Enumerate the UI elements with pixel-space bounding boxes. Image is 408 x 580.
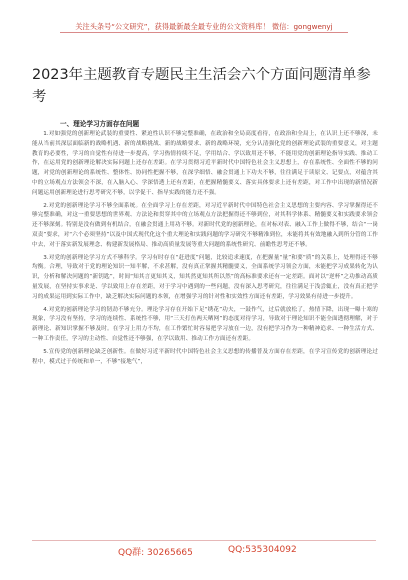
paragraph: 2.对党的创新理论学习不够全面系统。在全面学习上存在差距，对习近平新时代中国特色社会主义思想的主要内容、学习掌握得还不够完整准确，对这一重要思想的世界观、方法论和贯穿其中的立场观点方法把握得还不够到位，对其科学体系、精髓要义和实践要求领会还不够深刻。特别是没有做到有机结合，在融会贯通上用功不够。对新时代党的创新理论，在对标对表、融入工作上做得不够，结合“一岗双责”要求，对“六个必须坚持”以及中国式现代化这个重大理论和实践问题的学习研究不够精准到位，未能将其有效地融入到所分管的工作中去，对于落实新发展理念、构建新发展格局、推动高质量发展等重大问题的系统性研究、前瞻性思考还不够。	[32, 202, 378, 248]
paragraph: 1.对如强党的创新理论武装的重要性、紧迫性认识不够完整准确，在政治和全局高度看待，在政治和全局上，在认识上还不够深，未能从当前其深层面临新的战略机遇、新的战略挑战、新的战略要求、新的战略环境，充分认清强化党的创新理论武装的重要意义，对主题教育的必要性，学习的自觉性有待进一步提高，学习热情持续不足，学用结合、学以致用还不够，不能用党的创新理论指导实践、推动工作，在运用党的创新理论解决实际问题上还存在差距。在学习贯彻习近平新时代中国特色社会主义思想上，存在系统性、全面性不够的问题，对党的创新理论的系统性、整体性、协同性把握不够，在深学细悟、融会贯通上下功夫不够，往往满足于读原文、记要点，对蕴含其中的立场观点方法领会不深，在入脑入心、学深悟透上还有差距，在把握精髓要义、落实具体要求上还有差距，对工作中出现的新情况新问题运用创新理论进行思考研究不够，以学促干、指导实践的能力还不强。	[32, 131, 378, 196]
paragraph: 5.宣传党的创新理论缺乏创新性。在做好习近平新时代中国特色社会主义思想的传播普及方面存在差距，在学习宣传党的创新理论过程中，模式过于传统和单一，不够“接地气”，	[32, 348, 378, 365]
qq-group-contact: QQ群: 30265665	[118, 548, 193, 558]
promo-banner	[60, 14, 348, 33]
paragraph: 3.对党的创新理论学习方式不够科学。学习有时存在“赶进度”问题，比较追求速度，在把握量“量”和要“质”的关系上，处理得还不够均衡。合理，导致对于党的理论知识一知半解，不求甚解，没有真正掌握其精髓要义，全面系统学习领会方面，未能把学习成果转化为认识，分析和解决问题的“新钥匙”，时间“知其言更知其义，知其然更知其所以然”的高标准要求还有一定差距。面对以“逆杯”之功推动高质量发展，在坚持实事求是、学以致用上存在差距，对于学习中遇到的一些问题，没有深入思考研究，往往满足于浅尝辄止，没有真正把学习的成果运用到实际工作中，缺乏解决实际问题的本领，在增强学习的针对性和实效性方面还有差距，学习效果有待进一步提升。	[32, 254, 378, 300]
qq-contact: QQ:535304092	[228, 545, 297, 555]
paragraph: 4.对党的创新理论学习的韧劲不够充分。理论学习存在开始下足“绣花”功夫，一鼓作气，过后就放松了，热情下降，出现一曝十寒的现象，学习没有坚持，学习的连续性、系统性不够，用“三天打鱼两天晒网”的态度对待学习，导致对于理论知识不能全面透彻理解，对于新理论、新知识掌握不够及时。在学习上用力不均，在工作繁忙时容易把学习放在一边，没有把学习作为一种精神追求、一种生活方式、一种工作责任，学习的主动性、自觉性还不够强，在学以致用、推动工作方面还有差距。	[32, 306, 378, 342]
footer-divider	[32, 540, 376, 541]
footer	[0, 540, 408, 562]
document-title: 2023年主题教育专题民主生活会六个方面问题清单参考	[32, 67, 371, 105]
promo-banner-text: 关注头条号“公文研究”，获得最新最全最专业的公文资料库！ 微信：gongwenyj	[75, 22, 333, 31]
document-body	[32, 130, 378, 538]
section-heading: 一、理论学习方面存在问题	[60, 120, 140, 128]
